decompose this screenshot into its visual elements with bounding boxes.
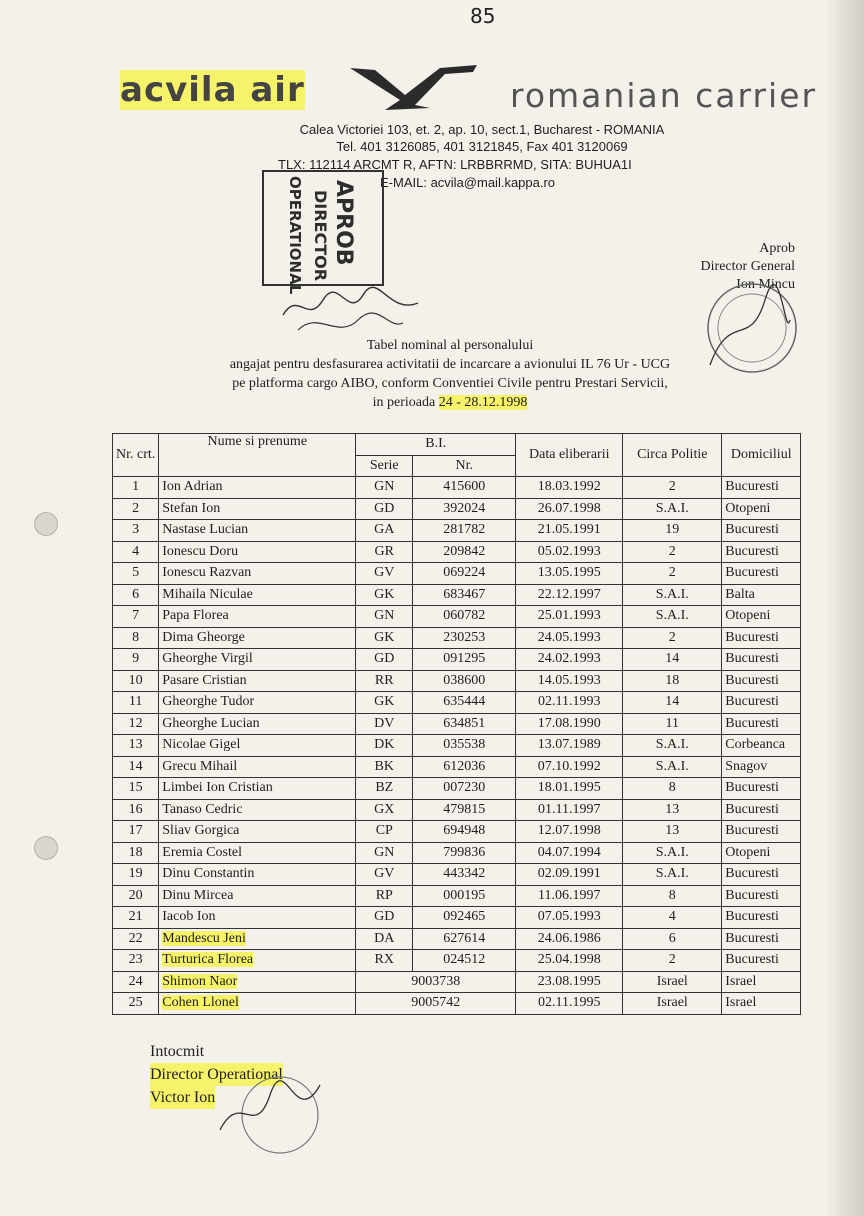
page-number: 85 — [470, 4, 496, 28]
cell-bi-number: 683467 — [413, 584, 516, 606]
cell-nr: 15 — [113, 778, 159, 800]
personnel-table — [112, 433, 801, 1015]
cell-serie: CP — [356, 821, 413, 843]
cell-date: 04.07.1994 — [516, 842, 623, 864]
cell-bi-number: 035538 — [413, 735, 516, 757]
cell-bi-number: 000195 — [413, 885, 516, 907]
document-subtitle: angajat pentru desfasurarea activitatii de incarcare a avionului IL 76 Ur - UCG — [229, 357, 671, 372]
cell-nr: 21 — [113, 907, 159, 929]
cell-date: 25.01.1993 — [516, 606, 623, 628]
cell-bi-number: 9003738 — [356, 971, 516, 993]
cell-serie: GV — [356, 563, 413, 585]
cell-date: 07.05.1993 — [516, 907, 623, 929]
cell-serie: GX — [356, 799, 413, 821]
table-row — [113, 606, 801, 628]
cell-domiciliu: Bucuresti — [722, 778, 801, 800]
cell-date: 21.05.1991 — [516, 520, 623, 542]
cell-date: 13.05.1995 — [516, 563, 623, 585]
table-row — [113, 477, 801, 499]
cell-nr: 1 — [113, 477, 159, 499]
cell-domiciliu: Bucuresti — [722, 649, 801, 671]
cell-nr: 6 — [113, 584, 159, 606]
cell-date: 23.08.1995 — [516, 971, 623, 993]
col-header-domiciliu: Domiciliul — [722, 434, 801, 477]
cell-name: Stefan Ion — [159, 498, 356, 520]
cell-bi-number: 091295 — [413, 649, 516, 671]
cell-date: 26.07.1998 — [516, 498, 623, 520]
cell-domiciliu: Bucuresti — [722, 799, 801, 821]
cell-bi-number: 007230 — [413, 778, 516, 800]
table-row — [113, 842, 801, 864]
cell-domiciliu: Otopeni — [722, 606, 801, 628]
cell-name: Gheorghe Tudor — [159, 692, 356, 714]
cell-domiciliu: Bucuresti — [722, 821, 801, 843]
cell-bi-number: 209842 — [413, 541, 516, 563]
brand-name: acvila air — [120, 70, 305, 110]
cell-nr: 5 — [113, 563, 159, 585]
table-row — [113, 993, 801, 1015]
cell-domiciliu: Bucuresti — [722, 713, 801, 735]
cell-domiciliu: Bucuresti — [722, 563, 801, 585]
cell-domiciliu: Snagov — [722, 756, 801, 778]
cell-nr: 11 — [113, 692, 159, 714]
cell-circa: S.A.I. — [623, 735, 722, 757]
punch-hole — [34, 836, 58, 860]
phone-line: Tel. 401 3126085, 401 3121845, Fax 401 3120069 — [336, 139, 628, 154]
cell-name: Iacob Ion — [159, 907, 356, 929]
cell-nr: 17 — [113, 821, 159, 843]
cell-domiciliu: Bucuresti — [722, 885, 801, 907]
cell-name: Cohen Llonel — [159, 993, 356, 1015]
cell-circa: 14 — [623, 692, 722, 714]
cell-circa: S.A.I. — [623, 606, 722, 628]
cell-date: 24.02.1993 — [516, 649, 623, 671]
stamp-line-director: DIRECTOR — [311, 190, 330, 282]
table-row — [113, 778, 801, 800]
table-row — [113, 907, 801, 929]
cell-date: 18.03.1992 — [516, 477, 623, 499]
cell-name: Ionescu Doru — [159, 541, 356, 563]
table-row — [113, 627, 801, 649]
cell-circa: 2 — [623, 563, 722, 585]
table-row — [113, 821, 801, 843]
cell-nr: 2 — [113, 498, 159, 520]
cell-nr: 7 — [113, 606, 159, 628]
cell-serie: RR — [356, 670, 413, 692]
cell-date: 25.04.1998 — [516, 950, 623, 972]
cell-nr: 22 — [113, 928, 159, 950]
cell-serie: GK — [356, 627, 413, 649]
cell-bi-number: 612036 — [413, 756, 516, 778]
cell-circa: Israel — [623, 971, 722, 993]
cell-domiciliu: Bucuresti — [722, 477, 801, 499]
cell-serie: DK — [356, 735, 413, 757]
cell-serie: GN — [356, 477, 413, 499]
table-row — [113, 541, 801, 563]
cell-circa: 2 — [623, 627, 722, 649]
brand-tagline: romanian carrier — [510, 76, 818, 115]
cell-serie: RP — [356, 885, 413, 907]
cell-name: Grecu Mihail — [159, 756, 356, 778]
cell-date: 07.10.1992 — [516, 756, 623, 778]
cell-domiciliu: Israel — [722, 993, 801, 1015]
cell-serie: DV — [356, 713, 413, 735]
scan-shadow — [824, 0, 864, 1216]
cell-name: Papa Florea — [159, 606, 356, 628]
cell-name: Dima Gheorge — [159, 627, 356, 649]
cell-date: 17.08.1990 — [516, 713, 623, 735]
cell-circa: 14 — [623, 649, 722, 671]
cell-serie: GK — [356, 584, 413, 606]
cell-domiciliu: Bucuresti — [722, 692, 801, 714]
table-row — [113, 799, 801, 821]
table-row — [113, 670, 801, 692]
cell-domiciliu: Bucuresti — [722, 928, 801, 950]
cell-serie: BZ — [356, 778, 413, 800]
cell-domiciliu: Bucuresti — [722, 541, 801, 563]
cell-nr: 16 — [113, 799, 159, 821]
cell-bi-number: 479815 — [413, 799, 516, 821]
cell-date: 05.02.1993 — [516, 541, 623, 563]
table-row — [113, 735, 801, 757]
cell-circa: 8 — [623, 778, 722, 800]
cell-circa: 2 — [623, 541, 722, 563]
approval-stamp — [262, 170, 384, 295]
cell-date: 02.09.1991 — [516, 864, 623, 886]
col-header-nr: Nr. crt. — [113, 434, 159, 477]
table-row — [113, 971, 801, 993]
cell-circa: 13 — [623, 821, 722, 843]
cell-name: Eremia Costel — [159, 842, 356, 864]
cell-circa: S.A.I. — [623, 756, 722, 778]
cell-domiciliu: Bucuresti — [722, 627, 801, 649]
cell-bi-number: 069224 — [413, 563, 516, 585]
cell-domiciliu: Bucuresti — [722, 950, 801, 972]
cell-bi-number: 627614 — [413, 928, 516, 950]
stamp-line-operational: OPERATIONAL — [286, 176, 304, 295]
cell-bi-number: 281782 — [413, 520, 516, 542]
cell-nr: 23 — [113, 950, 159, 972]
cell-circa: 8 — [623, 885, 722, 907]
punch-hole — [34, 512, 58, 536]
cell-bi-number: 635444 — [413, 692, 516, 714]
cell-bi-number: 694948 — [413, 821, 516, 843]
cell-date: 01.11.1997 — [516, 799, 623, 821]
cell-name: Ion Adrian — [159, 477, 356, 499]
cell-domiciliu: Otopeni — [722, 842, 801, 864]
cell-domiciliu: Bucuresti — [722, 864, 801, 886]
cell-circa: S.A.I. — [623, 498, 722, 520]
cell-name: Shimon Naor — [159, 971, 356, 993]
cell-circa: S.A.I. — [623, 842, 722, 864]
cell-domiciliu: Bucuresti — [722, 907, 801, 929]
cell-name: Dinu Constantin — [159, 864, 356, 886]
table-row — [113, 928, 801, 950]
cell-name: Ionescu Razvan — [159, 563, 356, 585]
cell-domiciliu: Bucuresti — [722, 520, 801, 542]
general-director-approval: Aprob Director General Ion Mincu — [700, 241, 795, 292]
cell-date: 02.11.1993 — [516, 692, 623, 714]
table-row — [113, 756, 801, 778]
cell-bi-number: 038600 — [413, 670, 516, 692]
cell-nr: 4 — [113, 541, 159, 563]
cell-nr: 19 — [113, 864, 159, 886]
cell-date: 18.01.1995 — [516, 778, 623, 800]
cell-name: Nicolae Gigel — [159, 735, 356, 757]
table-row — [113, 498, 801, 520]
document-period: in perioada 24 - 28.12.1998 — [372, 395, 528, 410]
cell-circa: 11 — [623, 713, 722, 735]
table-row — [113, 950, 801, 972]
telex-line: TLX: 112114 ARCMT R, AFTN: LRBBRRMD, SITA: BUHUA1I — [278, 157, 632, 172]
cell-nr: 10 — [113, 670, 159, 692]
cell-bi-number: 799836 — [413, 842, 516, 864]
cell-nr: 8 — [113, 627, 159, 649]
cell-serie: GV — [356, 864, 413, 886]
cell-circa: S.A.I. — [623, 584, 722, 606]
col-header-serie: Serie — [356, 455, 413, 477]
cell-bi-number: 634851 — [413, 713, 516, 735]
cell-circa: 2 — [623, 950, 722, 972]
cell-bi-number: 443342 — [413, 864, 516, 886]
cell-domiciliu: Otopeni — [722, 498, 801, 520]
cell-bi-number: 230253 — [413, 627, 516, 649]
table-row — [113, 885, 801, 907]
col-header-circa: Circa Politie — [623, 434, 722, 477]
cell-nr: 18 — [113, 842, 159, 864]
cell-circa: 6 — [623, 928, 722, 950]
cell-domiciliu: Corbeanca — [722, 735, 801, 757]
cell-date: 12.07.1998 — [516, 821, 623, 843]
table-row — [113, 584, 801, 606]
col-header-bi: B.I. — [356, 434, 516, 456]
cell-bi-number: 392024 — [413, 498, 516, 520]
table-row — [113, 692, 801, 714]
cell-nr: 9 — [113, 649, 159, 671]
cell-serie: GD — [356, 498, 413, 520]
cell-name: Dinu Mircea — [159, 885, 356, 907]
prepared-by: Intocmit Director Operational Victor Ion — [150, 1040, 283, 1109]
cell-date: 02.11.1995 — [516, 993, 623, 1015]
table-row — [113, 713, 801, 735]
document-subtitle: pe platforma cargo AIBO, conform Conventiei Civile pentru Prestari Servicii, — [232, 376, 668, 391]
cell-circa: 18 — [623, 670, 722, 692]
cell-date: 13.07.1989 — [516, 735, 623, 757]
cell-date: 24.05.1993 — [516, 627, 623, 649]
cell-name: Gheorghe Lucian — [159, 713, 356, 735]
col-header-nr-bi: Nr. — [413, 455, 516, 477]
cell-nr: 25 — [113, 993, 159, 1015]
table-row — [113, 864, 801, 886]
cell-serie: GN — [356, 842, 413, 864]
col-header-date: Data eliberarii — [516, 434, 623, 477]
cell-circa: 13 — [623, 799, 722, 821]
cell-bi-number: 092465 — [413, 907, 516, 929]
cell-serie: DA — [356, 928, 413, 950]
col-header-name: Nume si prenume — [159, 434, 356, 477]
table-row — [113, 520, 801, 542]
cell-name: Limbei Ion Cristian — [159, 778, 356, 800]
cell-name: Mandescu Jeni — [159, 928, 356, 950]
cell-serie: BK — [356, 756, 413, 778]
cell-bi-number: 415600 — [413, 477, 516, 499]
table-row — [113, 649, 801, 671]
cell-date: 14.05.1993 — [516, 670, 623, 692]
cell-serie: GR — [356, 541, 413, 563]
cell-name: Mihaila Niculae — [159, 584, 356, 606]
email-line: E-MAIL: acvila@mail.kappa.ro — [380, 175, 556, 190]
cell-nr: 12 — [113, 713, 159, 735]
prepared-signature-icon — [210, 1070, 340, 1160]
cell-serie: GD — [356, 649, 413, 671]
bird-logo-icon — [345, 60, 480, 115]
cell-nr: 20 — [113, 885, 159, 907]
cell-nr: 3 — [113, 520, 159, 542]
cell-serie: GK — [356, 692, 413, 714]
cell-serie: GA — [356, 520, 413, 542]
cell-nr: 14 — [113, 756, 159, 778]
cell-bi-number: 060782 — [413, 606, 516, 628]
cell-domiciliu: Israel — [722, 971, 801, 993]
cell-date: 11.06.1997 — [516, 885, 623, 907]
cell-serie: GN — [356, 606, 413, 628]
table-row — [113, 563, 801, 585]
cell-circa: 4 — [623, 907, 722, 929]
cell-name: Turturica Florea — [159, 950, 356, 972]
cell-circa: Israel — [623, 993, 722, 1015]
cell-domiciliu: Bucuresti — [722, 670, 801, 692]
cell-name: Gheorghe Virgil — [159, 649, 356, 671]
address-line: Calea Victoriei 103, et. 2, ap. 10, sect.1, Bucharest - ROMANIA — [299, 122, 665, 137]
cell-name: Sliav Gorgica — [159, 821, 356, 843]
stamp-line-aprob: APROB — [331, 180, 356, 266]
cell-circa: S.A.I. — [623, 864, 722, 886]
cell-bi-number: 024512 — [413, 950, 516, 972]
cell-serie: GD — [356, 907, 413, 929]
cell-circa: 19 — [623, 520, 722, 542]
cell-nr: 13 — [113, 735, 159, 757]
cell-name: Tanaso Cedric — [159, 799, 356, 821]
document-title: Tabel nominal al personalului — [366, 338, 534, 353]
cell-name: Pasare Cristian — [159, 670, 356, 692]
cell-nr: 24 — [113, 971, 159, 993]
cell-serie: RX — [356, 950, 413, 972]
cell-bi-number: 9005742 — [356, 993, 516, 1015]
cell-date: 24.06.1986 — [516, 928, 623, 950]
cell-domiciliu: Balta — [722, 584, 801, 606]
cell-date: 22.12.1997 — [516, 584, 623, 606]
cell-name: Nastase Lucian — [159, 520, 356, 542]
cell-circa: 2 — [623, 477, 722, 499]
